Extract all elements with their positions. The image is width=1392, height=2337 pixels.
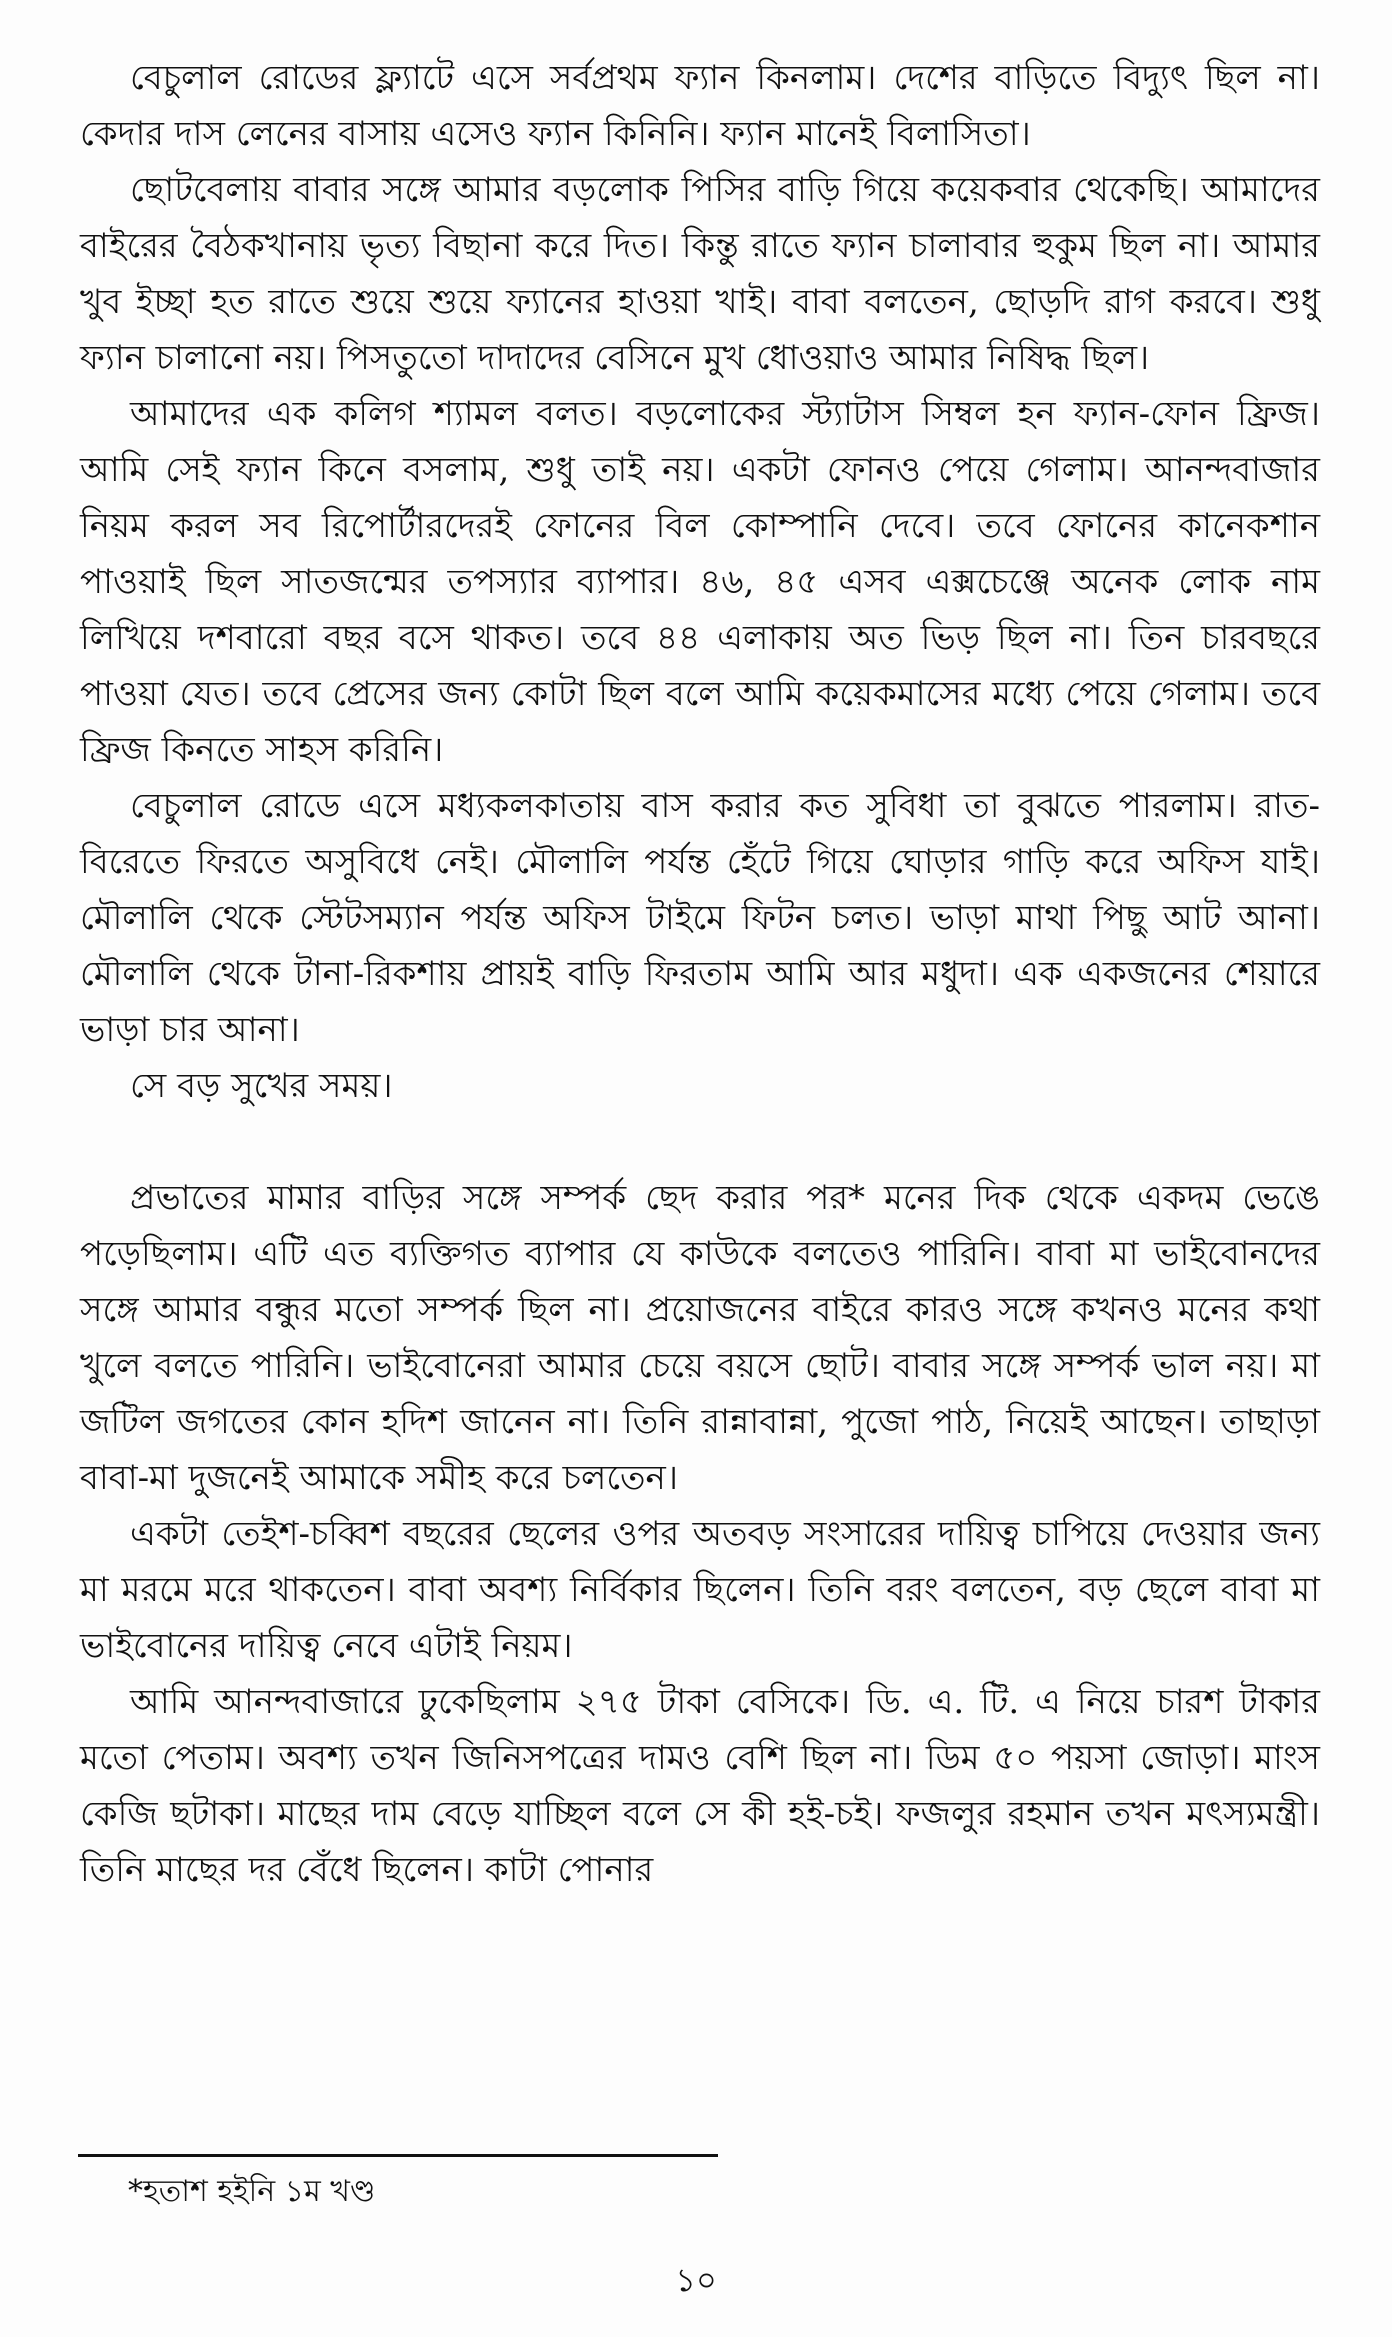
paragraph-family-responsibility: একটা তেইশ-চব্বিশ বছরের ছেলের ওপর অতবড় সংসারের দায়িত্ব চাপিয়ে দেওয়ার জন্য মা মরমে মরে থাকতেন। বাবা অবশ্য নির্বিকার ছিলেন। তিনি বরং বলতেন, বড় ছেলে বাবা মা ভাইবোনের দায়িত্ব নেবে এটাই নিয়ম। xyxy=(80,1514,1320,1666)
paragraph-happy-times: সে বড় সুখের সময়। xyxy=(130,1066,393,1106)
footnote-divider xyxy=(78,2154,718,2157)
page-number: ১০ xyxy=(675,2261,717,2299)
paragraph-status-symbol: আমাদের এক কলিগ শ্যামল বলত। বড়লোকের স্ট্যাটাস সিম্বল হন ফ্যান-ফোন ফ্রিজ। আমি সেই ফ্যান কিনে বসলাম, শুধু তাই নয়। একটা ফোনও পেয়ে গেলাম। আনন্দবাজার নিয়ম করল সব রিপোর্টারদেরই ফোনের বিল কোম্পানি দেবে। তবে ফোনের কানেকশান পাওয়াই ছিল সাতজন্মের তপস্যার ব্যাপার। ৪৬, ৪৫ এসব এক্সচেঞ্জে অনেক লোক নাম লিখিয়ে দশবারো বছর বসে থাকত। তবে ৪৪ এলাকায় অত ভিড় ছিল না। তিন চারবছরে পাওয়া যেত। তবে প্রেসের জন্য কোটা ছিল বলে আমি কয়েকমাসের মধ্যে পেয়ে গেলাম। তবে ফ্রিজ কিনতে সাহস করিনি। xyxy=(80,394,1320,770)
body-text xyxy=(80,50,1320,1898)
paragraph-broken-relationship: প্রভাতের মামার বাড়ির সঙ্গে সম্পর্ক ছেদ করার পর* মনের দিক থেকে একদম ভেঙে পড়েছিলাম। এটি এত ব্যক্তিগত ব্যাপার যে কাউকে বলতেও পারিনি। বাবা মা ভাইবোনদের সঙ্গে আমার বন্ধুর মতো সম্পর্ক ছিল না। প্রয়োজনের বাইরে কারও সঙ্গে কখনও মনের কথা খুলে বলতে পারিনি। ভাইবোনেরা আমার চেয়ে বয়সে ছোট। বাবার সঙ্গে সম্পর্ক ভাল নয়। মা জটিল জগতের কোন হদিশ জানেন না। তিনি রান্নাবান্না, পুজো পাঠ, নিয়েই আছেন। তাছাড়া বাবা-মা দুজনেই আমাকে সমীহ করে চলতেন। xyxy=(80,1178,1320,1498)
footnote: *হতাশ হইনি ১ম খণ্ড xyxy=(128,2174,376,2209)
paragraph-fan-purchase: বেচুলাল রোডের ফ্ল্যাটে এসে সর্বপ্রথম ফ্যান কিনলাম। দেশের বাড়িতে বিদ্যুৎ ছিল না। কেদার দাস লেনের বাসায় এসেও ফ্যান কিনিনি। ফ্যান মানেই বিলাসিতা। xyxy=(80,58,1320,154)
paragraph-salary-prices: আমি আনন্দবাজারে ঢুকেছিলাম ২৭৫ টাকা বেসিকে। ডি. এ. টি. এ নিয়ে চারশ টাকার মতো পেতাম। অবশ্য তখন জিনিসপত্রের দামও বেশি ছিল না। ডিম ৫০ পয়সা জোড়া। মাংস কেজি ছটাকা। মাছের দাম বেড়ে যাচ্ছিল বলে সে কী হই-চই। ফজলুর রহমান তখন মৎস্যমন্ত্রী। তিনি মাছের দর বেঁধে ছিলেন। কাটা পোনার xyxy=(80,1682,1320,1890)
paragraph-central-kolkata: বেচুলাল রোডে এসে মধ্যকলকাতায় বাস করার কত সুবিধা তা বুঝতে পারলাম। রাত-বিরেতে ফিরতে অসুবিধে নেই। মৌলালি পর্যন্ত হেঁটে গিয়ে ঘোড়ার গাড়ি করে অফিস যাই। মৌলালি থেকে স্টেটসম্যান পর্যন্ত অফিস টাইমে ফিটন চলত। ভাড়া মাথা পিছু আট আনা। মৌলালি থেকে টানা-রিকশায় প্রায়ই বাড়ি ফিরতাম আমি আর মধুদা। এক একজনের শেয়ারে ভাড়া চার আনা। xyxy=(80,786,1320,1050)
paragraph-childhood-memory: ছোটবেলায় বাবার সঙ্গে আমার বড়লোক পিসির বাড়ি গিয়ে কয়েকবার থেকেছি। আমাদের বাইরের বৈঠকখানায় ভৃত্য বিছানা করে দিত। কিন্তু রাতে ফ্যান চালাবার হুকুম ছিল না। আমার খুব ইচ্ছা হত রাতে শুয়ে শুয়ে ফ্যানের হাওয়া খাই। বাবা বলতেন, ছোড়দি রাগ করবে। শুধু ফ্যান চালানো নয়। পিসতুতো দাদাদের বেসিনে মুখ ধোওয়াও আমার নিষিদ্ধ ছিল। xyxy=(80,170,1320,378)
